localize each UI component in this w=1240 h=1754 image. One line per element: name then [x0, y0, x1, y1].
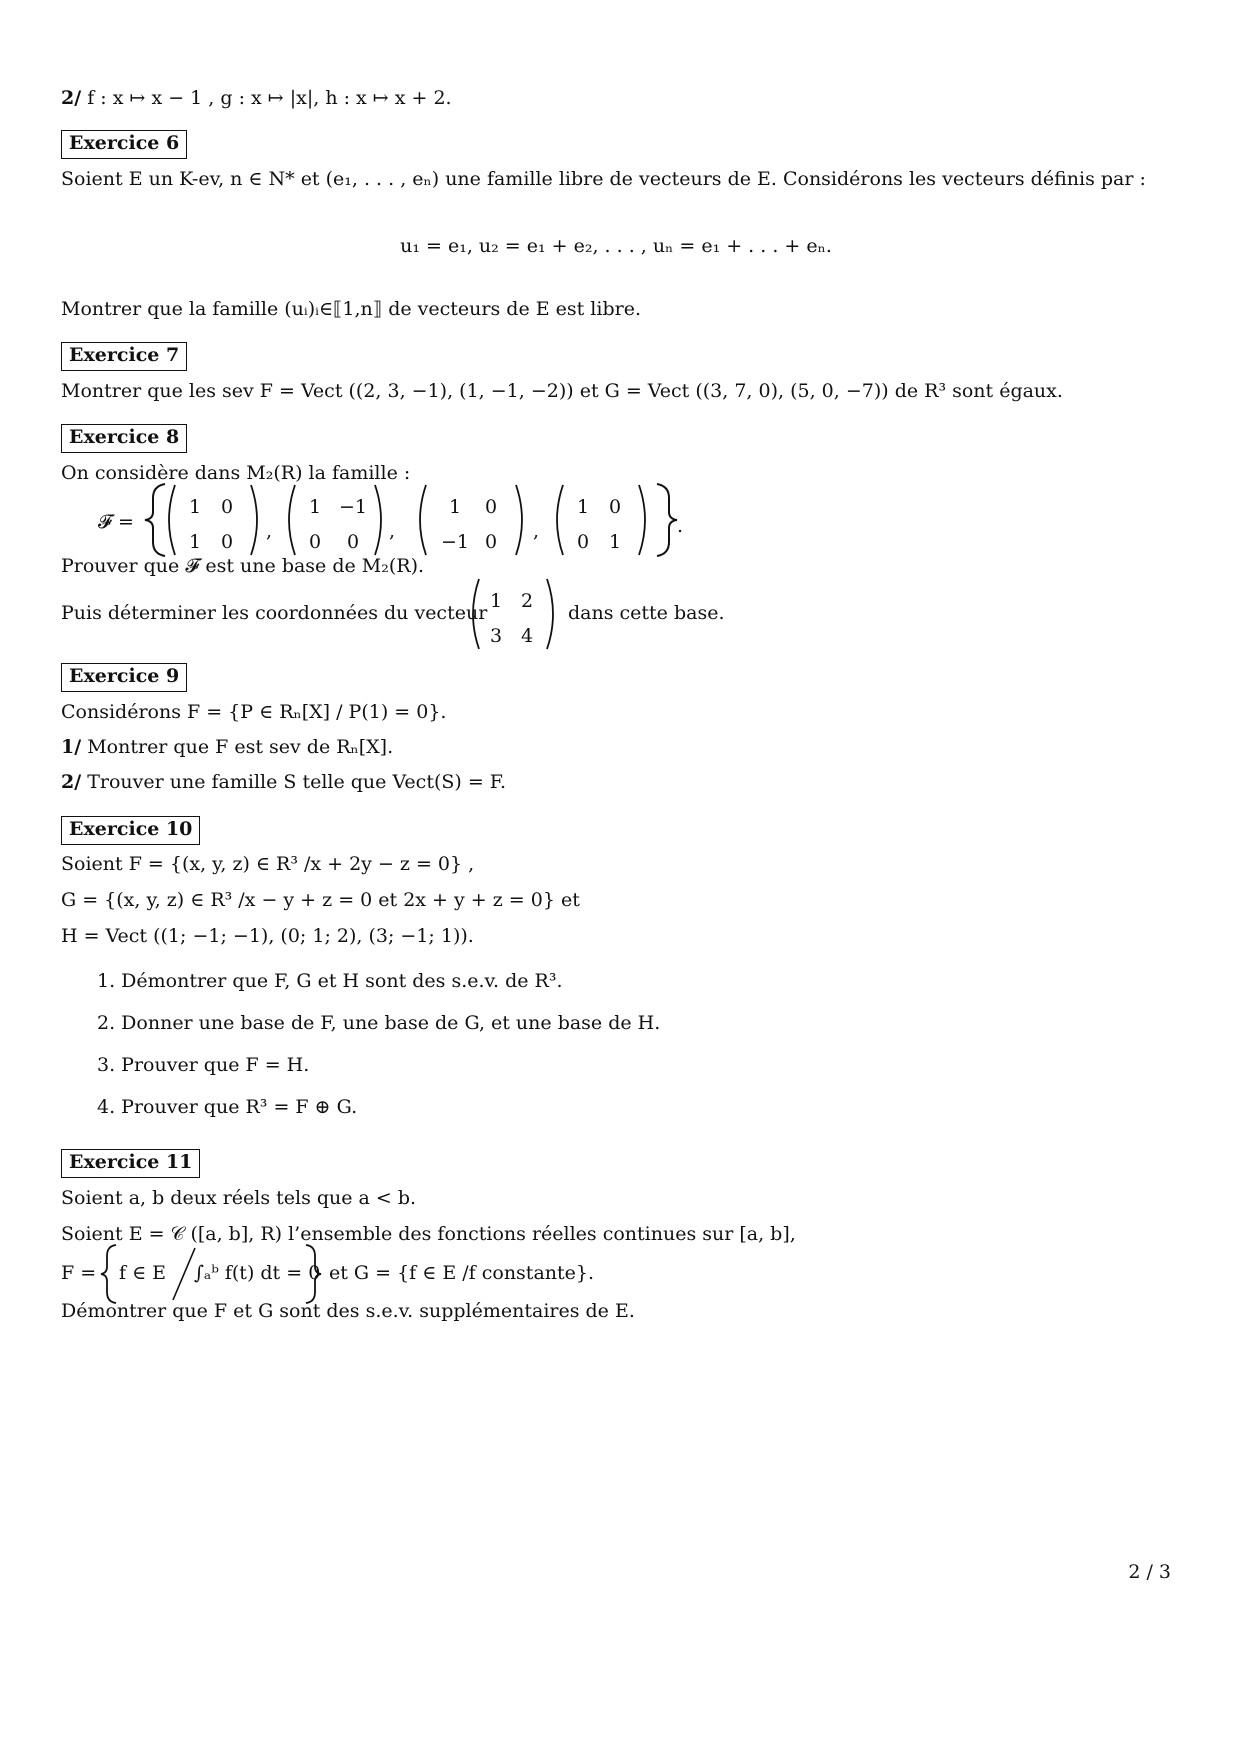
exercise-10-line-3: H = Vect ((1; −1; −1), (0; 1; 2), (3; −1; 1)). [61, 925, 474, 947]
exercise-8-title: Exercice 8 [61, 424, 187, 453]
exercise-11-line-1: Soient a, b deux réels tels que a < b. [61, 1187, 417, 1209]
matrix-entry: 1 [489, 590, 503, 612]
exercise-8-question-2-after: dans cette base. [568, 602, 725, 624]
matrix-entry: 1 [608, 531, 622, 553]
exercise-9-question-1 [61, 736, 393, 759]
family-matrix-1 [165, 483, 261, 557]
prev-question [61, 87, 452, 110]
family-end-period: . [677, 515, 684, 537]
exercise-9-question-2 [61, 771, 506, 794]
exercise-10-title: Exercice 10 [61, 816, 200, 845]
question-text: Montrer que F est sev de Rₙ[X]. [87, 736, 394, 758]
target-matrix [469, 577, 557, 651]
matrix-entry: 1 [308, 496, 322, 518]
f-definition-label: F = [61, 1262, 97, 1284]
g-definition: et G = {f ∈ E /f constante}. [329, 1262, 595, 1284]
exercise-7-title: Exercice 7 [61, 342, 187, 371]
matrix-entry: 0 [346, 531, 360, 553]
page-number: 2 / 3 [1128, 1561, 1171, 1583]
page [61, 0, 1171, 1754]
matrix-entry: 0 [308, 531, 322, 553]
exercise-11-conclusion: Démontrer que F et G sont des s.e.v. supplémentaires de E. [61, 1300, 635, 1322]
prev-question-number: 2/ [61, 87, 82, 109]
separator-comma: , [266, 520, 273, 542]
matrix-entry: −1 [440, 531, 469, 553]
exercise-6-formula: u₁ = e₁, u₂ = e₁ + e₂, . . . , uₙ = e₁ + . . . + eₙ. [400, 235, 832, 257]
matrix-entry: 1 [448, 496, 462, 518]
matrix-entry: 0 [484, 531, 498, 553]
matrix-entry: 1 [188, 496, 202, 518]
family-matrix-2 [285, 483, 385, 557]
matrix-entry: 4 [520, 625, 534, 647]
list-item: 3. Prouver que F = H. [97, 1054, 310, 1076]
question-number: 2/ [61, 771, 82, 793]
question-text: Trouver une famille S telle que Vect(S) = F. [87, 771, 507, 793]
exercise-9-title: Exercice 9 [61, 663, 187, 692]
family-matrix-3 [416, 483, 526, 557]
separator-comma: , [533, 520, 540, 542]
f-left-brace [98, 1243, 120, 1305]
exercise-6-intro: Soient E un K-ev, n ∈ N* et (e₁, . . . , eₙ) une famille libre de vecteurs de E. Considérons les vecteurs définis par : [61, 168, 1146, 190]
prev-question-text: f : x ↦ x − 1 , g : x ↦ |x|, h : x ↦ x + 2. [87, 87, 452, 109]
exercise-10-line-2: G = {(x, y, z) ∈ R³ /x − y + z = 0 et 2x + y + z = 0} et [61, 889, 580, 911]
matrix-entry: 3 [489, 625, 503, 647]
family-matrix-4 [553, 483, 649, 557]
exercise-11-title: Exercice 11 [61, 1149, 200, 1178]
exercise-11-line-2: Soient E = 𝒞 ([a, b], R) l’ensemble des fonctions réelles continues sur [a, b], [61, 1223, 796, 1245]
f-definition-integral: ∫ₐᵇ f(t) dt = 0 [194, 1262, 321, 1284]
list-item: 4. Prouver que R³ = F ⊕ G. [97, 1096, 358, 1118]
exercise-8-question-1: Prouver que 𝓕 est une base de M₂(R). [61, 555, 425, 577]
matrix-entry: −1 [338, 496, 367, 518]
list-item: 2. Donner une base de F, une base de G, et une base de H. [97, 1012, 661, 1034]
matrix-entry: 2 [520, 590, 534, 612]
exercise-8-question-2-before: Puis déterminer les coordonnées du vecteur [61, 602, 488, 624]
exercise-7-text: Montrer que les sev F = Vect ((2, 3, −1), (1, −1, −2)) et G = Vect ((3, 7, 0), (5, 0, −7)) de R³ sont égaux. [61, 380, 1063, 402]
matrix-entry: 1 [576, 496, 590, 518]
exercise-8-intro: On considère dans M₂(R) la famille : [61, 462, 411, 484]
exercise-6-question: Montrer que la famille (uᵢ)ᵢ∈⟦1,n⟧ de vecteurs de E est libre. [61, 298, 641, 320]
family-label: 𝓕 = [98, 511, 134, 533]
list-item: 1. Démontrer que F, G et H sont des s.e.v. de R³. [97, 970, 563, 992]
separator-comma: , [389, 520, 396, 542]
matrix-entry: 0 [484, 496, 498, 518]
matrix-entry: 0 [220, 531, 234, 553]
matrix-entry: 0 [576, 531, 590, 553]
matrix-entry: 0 [220, 496, 234, 518]
matrix-entry: 1 [188, 531, 202, 553]
matrix-entry: 0 [608, 496, 622, 518]
exercise-6-title: Exercice 6 [61, 130, 187, 159]
exercise-10-line-1: Soient F = {(x, y, z) ∈ R³ /x + 2y − z = 0} , [61, 853, 475, 875]
exercise-9-intro: Considérons F = {P ∈ Rₙ[X] / P(1) = 0}. [61, 701, 447, 723]
f-right-brace [302, 1243, 324, 1305]
question-number: 1/ [61, 736, 82, 758]
f-definition-inner: f ∈ E [119, 1262, 167, 1284]
